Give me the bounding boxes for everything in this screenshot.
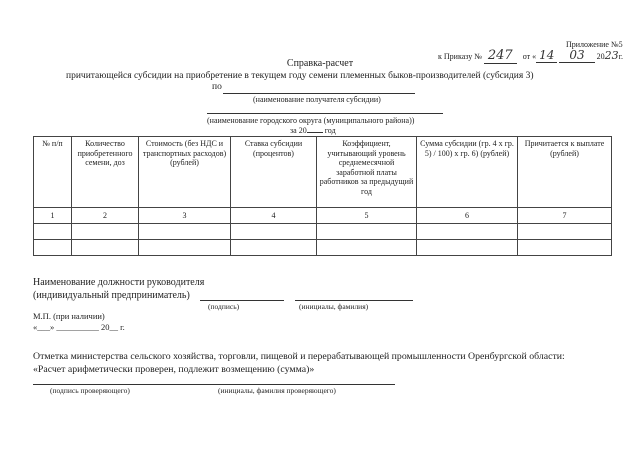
column-number: 7 (518, 208, 612, 224)
table-cell (139, 240, 231, 256)
table-cell (231, 240, 317, 256)
year-suffix: год (324, 126, 336, 135)
signature-caption: (подпись) (208, 302, 240, 311)
name-caption: (инициалы, фамилия) (299, 302, 369, 311)
order-prefix: к Приказу № (438, 52, 482, 61)
column-number: 4 (231, 208, 317, 224)
order-month: 03 (559, 48, 594, 63)
ministry-mark-line1: Отметка министерства сельского хозяйства, торговли, пищевой и перерабатывающей промышленности Оренбургской области: (33, 351, 565, 362)
column-number: 3 (139, 208, 231, 224)
signature-date-line: «___» __________ 20__ г. (33, 322, 125, 332)
name-line (295, 300, 413, 301)
table-cell (139, 224, 231, 240)
header-cell: Стоимость (без НДС и транспортных расходов) (рублей) (139, 137, 231, 208)
table-row (34, 240, 612, 256)
year-line (290, 126, 336, 135)
column-number: 1 (34, 208, 72, 224)
table-cell (72, 240, 139, 256)
table-cell (518, 224, 612, 240)
order-day: 14 (536, 48, 557, 63)
table-cell (34, 224, 72, 240)
district-line (207, 113, 443, 114)
table-cell (317, 240, 417, 256)
district-caption: (наименование городского округа (муниципального района)) (207, 116, 415, 125)
order-number: 247 (484, 48, 517, 64)
table-header-row (34, 137, 612, 208)
checker-signature-caption: (подпись проверяющего) (50, 386, 130, 395)
table-cell (417, 240, 518, 256)
po-label: по (212, 82, 222, 92)
table-cell (317, 224, 417, 240)
column-number: 6 (417, 208, 518, 224)
ministry-mark-line2: «Расчет арифметически проверен, подлежит возмещению (сумма)» (33, 364, 315, 375)
column-number: 2 (72, 208, 139, 224)
recipient-caption: (наименование получателя субсидии) (253, 95, 381, 104)
header-cell: Причитается к выплате (рублей) (518, 137, 612, 208)
position-label-line1: Наименование должности руководителя (33, 277, 205, 288)
column-number-row (34, 208, 612, 224)
table-cell (231, 224, 317, 240)
header-cell: Сумма субсидии (гр. 4 x гр. 5) / 100) x гр. 6) (рублей) (417, 137, 518, 208)
signature-line (200, 300, 284, 301)
stamp-label: М.П. (при наличии) (33, 311, 105, 321)
year-prefix: за 20 (290, 126, 307, 135)
header-cell: Ставка субсидии (процентов) (231, 137, 317, 208)
checker-name-caption: (инициалы, фамилия проверяющего) (218, 386, 336, 395)
table-cell (518, 240, 612, 256)
header-cell: № п/п (34, 137, 72, 208)
recipient-line (223, 93, 415, 94)
order-year: 23 (604, 49, 619, 62)
subsidy-table (33, 136, 612, 256)
position-label-line2: (индивидуальный предприниматель) (33, 290, 190, 301)
order-year-suffix: г. (618, 52, 624, 61)
order-from-label: от « (522, 52, 537, 61)
document-title: Справка-расчет (286, 58, 354, 69)
document-subtitle: причитающейся субсидии на приобретение в текущем году семени племенных быков-производителей (субсидия 3) (66, 71, 534, 81)
checker-line (33, 384, 395, 385)
table-row (34, 224, 612, 240)
table-cell (417, 224, 518, 240)
table-cell (72, 224, 139, 240)
header-cell: Коэффициент, учитывающий уровень среднемесячной заработной платы работников за предыдущий год (317, 137, 417, 208)
table-cell (34, 240, 72, 256)
column-number: 5 (317, 208, 417, 224)
header-cell: Количество приобретенного семени, доз (72, 137, 139, 208)
order-year-prefix: 20 (596, 52, 605, 61)
appendix-title: Приложение №5 (566, 40, 623, 49)
